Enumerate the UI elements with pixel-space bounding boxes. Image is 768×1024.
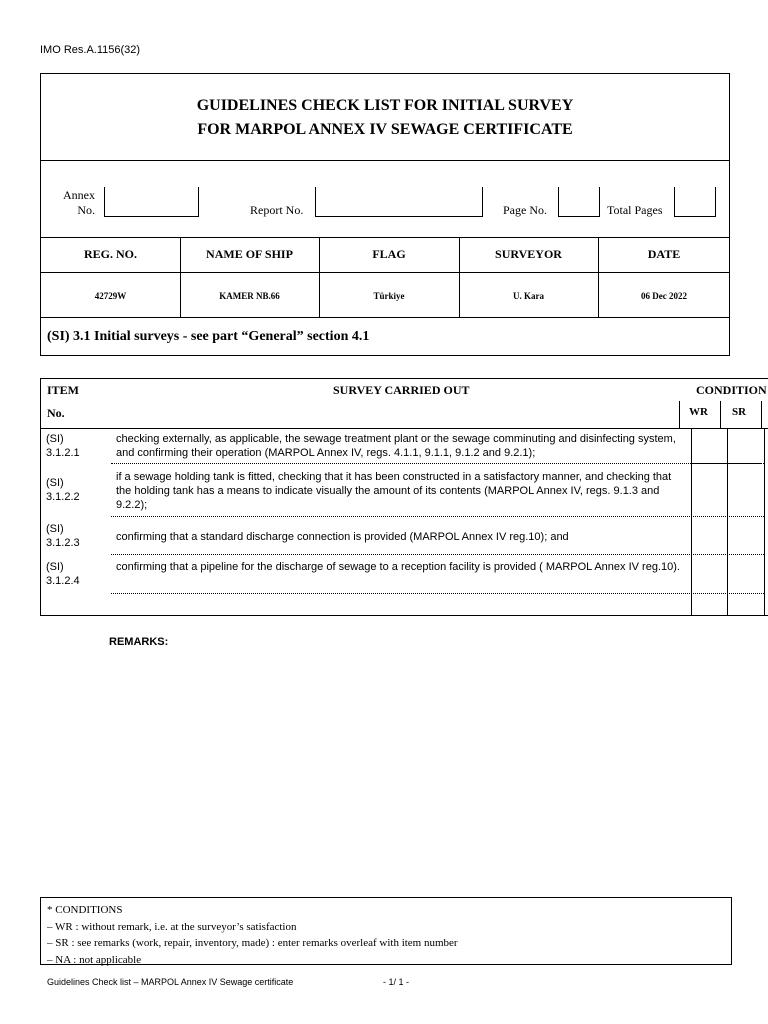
- divider: [41, 272, 729, 273]
- header-flag: FLAG: [372, 247, 406, 261]
- divider: [41, 160, 729, 161]
- conditions-title: * CONDITIONS: [47, 904, 123, 916]
- survey-item-text: if a sewage holding tank is fitted, checking that it has been constructed in a satisfactory manner, and checking that the holding tank has a means to indicate visually the amount of its contents (MARPOL Annex IV, regs. 9.1.3 and 9.2.2);: [116, 471, 672, 511]
- document-reference: IMO Res.A.1156(32): [40, 44, 141, 56]
- condition-na: – NA : not applicable: [47, 953, 142, 966]
- header-reg-no: REG. NO.: [83, 247, 137, 261]
- column-divider: [764, 428, 765, 616]
- sr-header: SR: [732, 406, 747, 418]
- surveyor-value: U. Kara: [513, 291, 544, 301]
- survey-item-text: confirming that a pipeline for the discharge of sewage to a reception facility is provided ( MARPOL Annex IV reg.10).: [116, 561, 680, 573]
- annex-no-field[interactable]: [104, 187, 199, 217]
- header-surveyor: SURVEYOR: [495, 247, 562, 261]
- divider: [41, 317, 729, 318]
- section-title: (SI) 3.1 Initial surveys - see part “General” section 4.1: [47, 329, 370, 344]
- checklist-table: [40, 378, 768, 616]
- wr-header: WR: [689, 406, 708, 418]
- ship-name-value: KAMER NB.66: [219, 291, 280, 301]
- survey-item-text: confirming that a standard discharge connection is provided (MARPOL Annex IV reg.10); and: [116, 531, 569, 543]
- row-divider: [691, 463, 764, 464]
- title-line-2: FOR MARPOL ANNEX IV SEWAGE CERTIFICATE: [197, 121, 573, 138]
- header-ship-name: NAME OF SHIP: [206, 247, 293, 261]
- column-divider: [720, 401, 721, 428]
- reg-no-value: 42729W: [94, 291, 127, 301]
- remarks-label: REMARKS:: [109, 636, 169, 648]
- column-divider: [761, 401, 762, 428]
- item-number: (SI) 3.1.2.3: [46, 523, 80, 549]
- page-no-label: Page No.: [503, 203, 547, 217]
- row-divider: [111, 463, 761, 464]
- column-divider: [727, 428, 728, 616]
- page-number: - 1/ 1 -: [383, 977, 410, 987]
- row-divider: [111, 554, 764, 555]
- item-number: (SI) 3.1.2.4: [46, 561, 80, 587]
- survey-item-text: checking externally, as applicable, the sewage treatment plant or the sewage comminuting and disinfecting system, and confirming their operation (MARPOL Annex IV, regs. 4.1.1, 9.1.1, 9.1.2 and 9.2.1);: [116, 433, 676, 459]
- document-title: [41, 94, 729, 142]
- total-pages-field[interactable]: [674, 187, 716, 217]
- no-header: No.: [47, 406, 65, 420]
- column-divider: [679, 401, 680, 428]
- header-box: [40, 73, 730, 356]
- annex-label: Annex No.: [63, 188, 95, 217]
- report-no-label: Report No.: [250, 203, 304, 217]
- conditions-legend: [40, 897, 732, 965]
- survey-header: SURVEY CARRIED OUT: [333, 383, 470, 397]
- item-number: (SI) 3.1.2.2: [46, 477, 80, 503]
- divider: [41, 428, 768, 429]
- item-header: ITEM: [47, 383, 80, 397]
- condition-wr: – WR : without remark, i.e. at the surveyor’s satisfaction: [47, 920, 297, 933]
- row-divider: [111, 593, 764, 594]
- page-no-field[interactable]: [558, 187, 600, 217]
- condition-header: CONDITION: [696, 383, 767, 397]
- date-value: 06 Dec 2022: [641, 291, 687, 301]
- row-divider: [111, 516, 764, 517]
- flag-value: Türkiye: [373, 291, 405, 301]
- column-divider: [691, 428, 692, 616]
- total-pages-label: Total Pages: [607, 203, 663, 217]
- footer-title: Guidelines Check list – MARPOL Annex IV Sewage certificate: [47, 977, 294, 987]
- report-no-field[interactable]: [315, 187, 483, 217]
- item-number: (SI) 3.1.2.1: [46, 433, 80, 459]
- condition-sr: – SR : see remarks (work, repair, inventory, made) : enter remarks overleaf with item number: [47, 937, 458, 949]
- divider: [41, 237, 729, 238]
- header-date: DATE: [647, 247, 681, 261]
- title-line-1: GUIDELINES CHECK LIST FOR INITIAL SURVEY: [196, 97, 574, 114]
